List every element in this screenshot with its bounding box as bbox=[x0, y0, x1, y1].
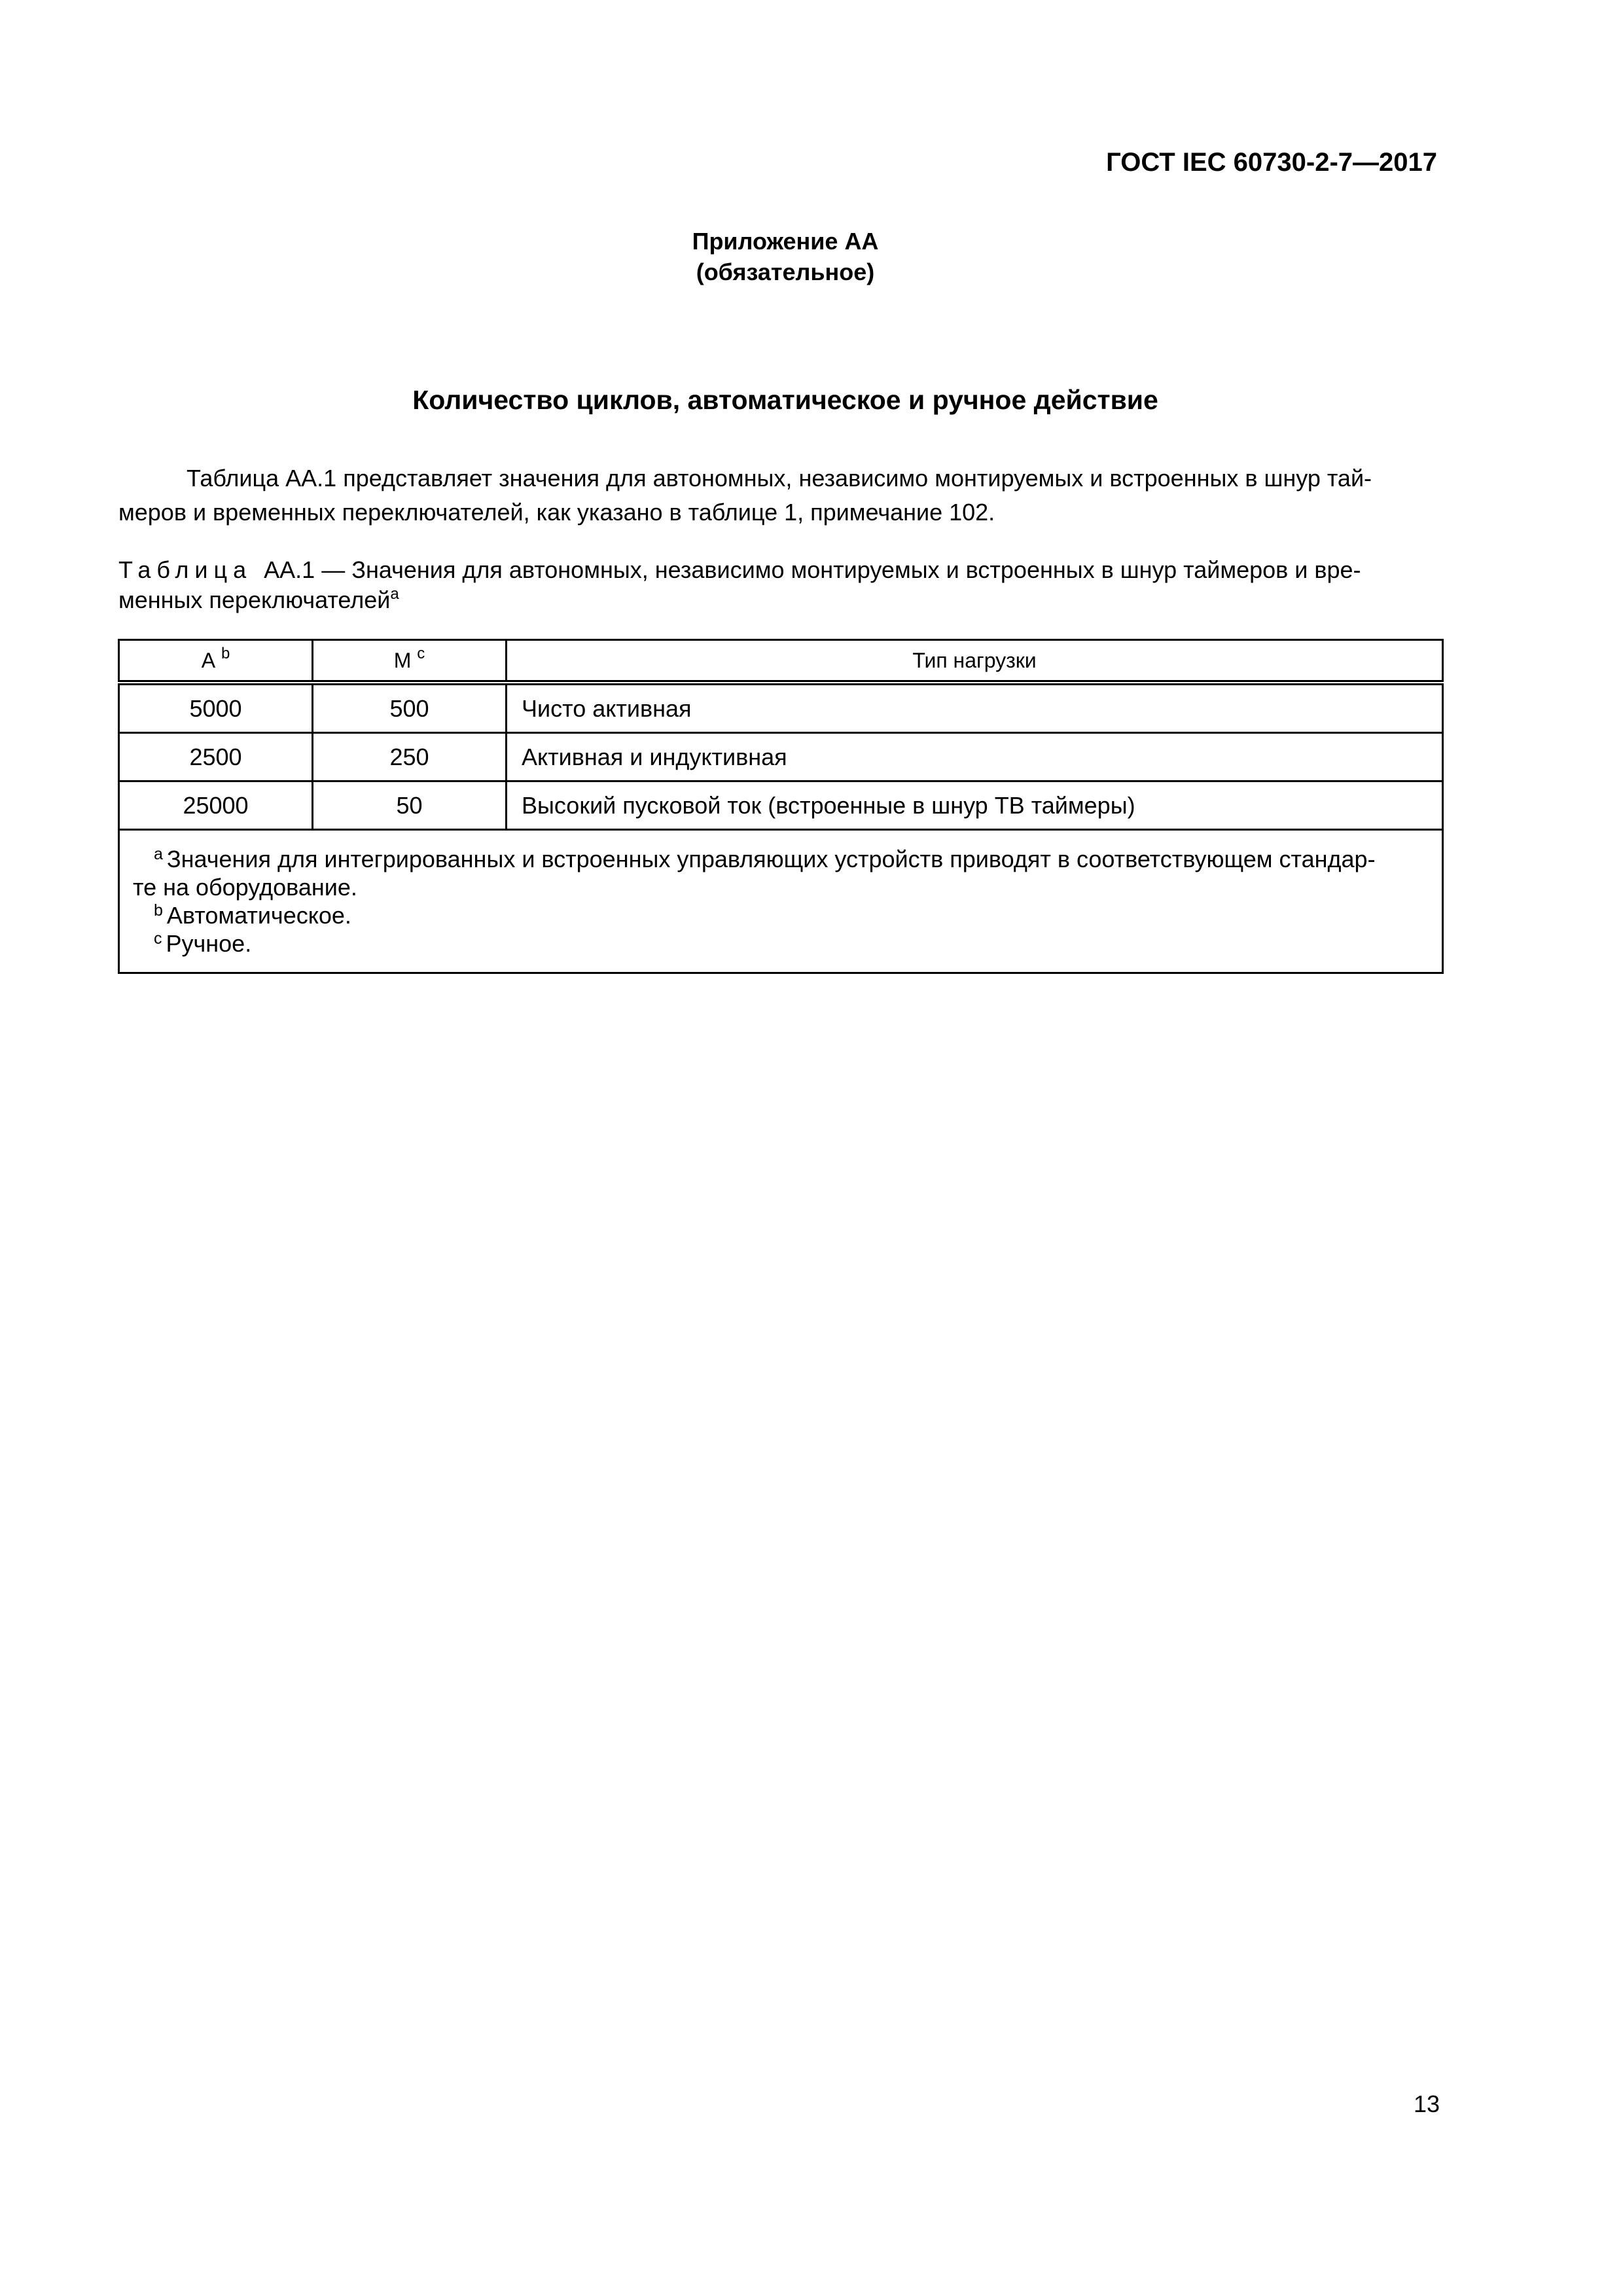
footnote-a-continuation: те на оборудование. bbox=[133, 874, 357, 901]
footnote-a-mark: a bbox=[154, 845, 163, 863]
footnote-c-mark: c bbox=[154, 929, 162, 948]
cell-a: 2500 bbox=[119, 733, 313, 781]
header-load-type-label: Тип нагрузки bbox=[912, 648, 1037, 672]
table-header-row bbox=[119, 640, 1443, 683]
cell-m: 250 bbox=[313, 733, 507, 781]
data-table-container bbox=[118, 639, 1442, 974]
appendix-title: Приложение АА bbox=[692, 228, 879, 255]
caption-text: АА.1 — Значения для автономных, независимо монтируемых и встроенных в шнур таймеров и вре- bbox=[264, 556, 1361, 583]
table-caption bbox=[118, 555, 1440, 615]
document-code: ГОСТ IEC 60730-2-7—2017 bbox=[1106, 148, 1437, 177]
caption-text-2: менных переключателей bbox=[118, 586, 391, 613]
header-cell-a bbox=[119, 640, 313, 683]
header-cell-m bbox=[313, 640, 507, 683]
cell-load-type: Высокий пусковой ток (встроенные в шнур ТВ таймеры) bbox=[507, 781, 1443, 830]
appendix-heading bbox=[0, 226, 1571, 287]
data-table bbox=[118, 639, 1444, 974]
section-title: Количество циклов, автоматическое и ручное действие bbox=[412, 385, 1158, 415]
page-number: 13 bbox=[1413, 2090, 1440, 2117]
table-row bbox=[119, 683, 1443, 733]
table-row bbox=[119, 781, 1443, 830]
table-footnotes bbox=[119, 830, 1443, 973]
header-a-label: А bbox=[201, 648, 216, 672]
header-m-label: М bbox=[393, 648, 412, 672]
cell-m: 50 bbox=[313, 781, 507, 830]
appendix-status: (обязательное) bbox=[696, 259, 875, 285]
cell-a: 25000 bbox=[119, 781, 313, 830]
footnote-c-text: Ручное. bbox=[166, 930, 252, 957]
footnote-a bbox=[133, 845, 1433, 873]
cell-m: 500 bbox=[313, 683, 507, 733]
footnote-a-text: Значения для интегрированных и встроенных управляющих устройств приводят в соответствующем стандар- bbox=[166, 846, 1376, 872]
caption-line-2 bbox=[118, 585, 1440, 615]
footnote-b-mark: b bbox=[154, 901, 163, 920]
intro-line-1: Таблица АА.1 представляет значения для автономных, независимо монтируемых и встроенных в шнур тай- bbox=[187, 465, 1372, 492]
footnote-b-text: Автоматическое. bbox=[166, 902, 351, 929]
cell-load-type: Активная и индуктивная bbox=[507, 733, 1443, 781]
caption-label: Таблица bbox=[118, 556, 253, 583]
caption-line-1 bbox=[118, 555, 1440, 585]
intro-paragraph bbox=[118, 461, 1440, 529]
footnote-b bbox=[133, 901, 1433, 929]
caption-footnote-mark: a bbox=[390, 585, 399, 603]
header-m-mark: c bbox=[417, 644, 425, 662]
table-footnotes-row bbox=[119, 830, 1443, 973]
footnote-c bbox=[133, 929, 1433, 958]
cell-a: 5000 bbox=[119, 683, 313, 733]
intro-line-2: меров и временных переключателей, как указано в таблице 1, примечание 102. bbox=[118, 499, 995, 526]
header-cell-load-type bbox=[507, 640, 1443, 683]
header-a-mark: b bbox=[221, 644, 230, 662]
cell-load-type: Чисто активная bbox=[507, 683, 1443, 733]
table-row bbox=[119, 733, 1443, 781]
